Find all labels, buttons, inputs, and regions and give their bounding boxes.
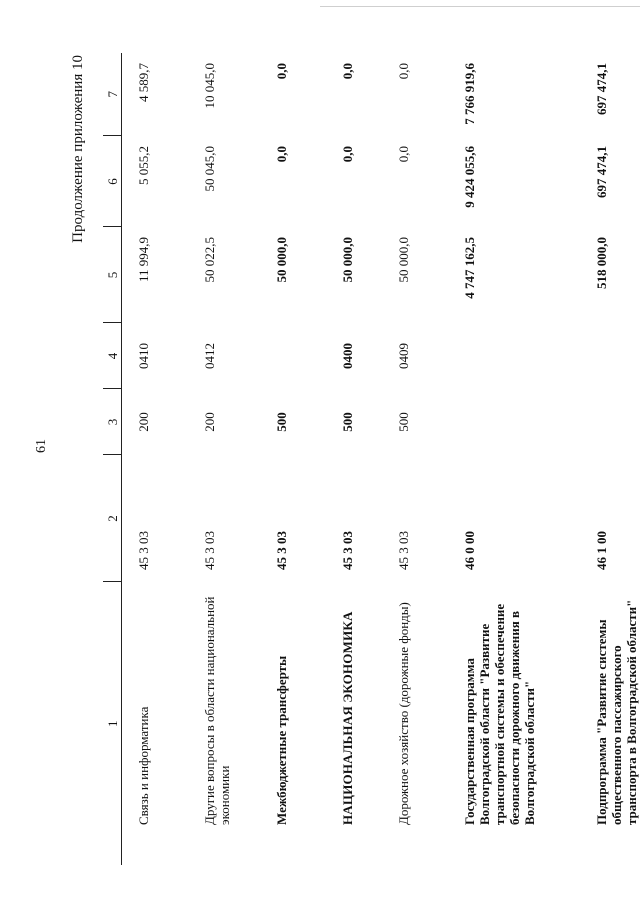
page-number: 61 <box>34 439 49 453</box>
table-row <box>324 53 384 865</box>
table-row <box>448 53 580 865</box>
amount-col7: 7 766 919,6 <box>462 63 477 125</box>
scan-edge-line <box>320 6 640 7</box>
amount-col5: 50 000,0 <box>340 237 355 283</box>
target-code: 45 3 03 <box>396 531 411 570</box>
row-name: Подпрограмма "Развитие системы общественного пассажирского транспорта в Волгоградской области" <box>594 599 639 825</box>
section-code <box>448 323 580 389</box>
column-header: 2 <box>103 455 122 582</box>
expense-type: 500 <box>340 412 355 432</box>
expense-type: 500 <box>274 412 289 432</box>
amount-col5: 50 000,0 <box>274 237 289 283</box>
amount-col6: 0,0 <box>340 146 355 163</box>
section-code: 0400 <box>340 343 355 369</box>
amount-col5: 518 000,0 <box>594 237 609 289</box>
table-row <box>122 53 189 865</box>
row-name: Межбюджетные трансферты <box>274 655 289 825</box>
target-code: 46 1 00 <box>594 531 609 570</box>
column-header: 6 <box>103 136 122 227</box>
amount-col5: 50 000,0 <box>396 237 411 283</box>
amount-col6: 9 424 055,6 <box>462 146 477 208</box>
expense-type <box>580 389 640 455</box>
amount-col6: 50 045,0 <box>202 146 217 192</box>
section-code: 0412 <box>202 343 217 369</box>
appendix-caption: Продолжение приложения 10 <box>70 55 86 243</box>
target-code: 45 3 03 <box>202 531 217 570</box>
expense-type: 200 <box>202 412 217 432</box>
column-header: 5 <box>103 227 122 323</box>
amount-col5: 4 747 162,5 <box>462 237 477 299</box>
amount-col7: 4 589,7 <box>136 63 151 102</box>
rotated-page-content <box>70 45 639 865</box>
section-code <box>580 323 640 389</box>
column-header: 3 <box>103 389 122 455</box>
amount-col6: 5 055,2 <box>136 146 151 185</box>
target-code: 46 0 00 <box>462 531 477 570</box>
amount-col6: 697 474,1 <box>594 146 609 198</box>
amount-col6: 0,0 <box>274 146 289 163</box>
amount-col7: 697 474,1 <box>594 63 609 115</box>
table-row <box>258 53 324 865</box>
table-row <box>580 53 640 865</box>
amount-col7: 10 045,0 <box>202 63 217 109</box>
budget-table <box>103 53 640 865</box>
table-header-row <box>103 53 122 865</box>
target-code: 45 3 03 <box>340 531 355 570</box>
amount-col7: 0,0 <box>396 63 411 80</box>
table-row <box>384 53 448 865</box>
target-code: 45 3 03 <box>274 531 289 570</box>
section-code: 0410 <box>136 343 151 369</box>
row-name: Другие вопросы в области национальной экономики <box>202 596 232 825</box>
row-name: Связь и информатика <box>136 706 151 825</box>
expense-type: 500 <box>396 412 411 432</box>
target-code: 45 3 03 <box>136 531 151 570</box>
amount-col7: 0,0 <box>274 63 289 80</box>
amount-col5: 11 994,9 <box>136 237 151 283</box>
row-name: Государственная программа Волгоградской области "Развитие транспортной системы и обеспечение безопасности дорожного движения в Волгоградской области" <box>462 603 537 825</box>
amount-col7: 0,0 <box>340 63 355 80</box>
table-row <box>188 53 258 865</box>
amount-col6: 0,0 <box>396 146 411 163</box>
row-name: НАЦИОНАЛЬНАЯ ЭКОНОМИКА <box>340 611 355 825</box>
expense-type: 200 <box>136 412 151 432</box>
row-name: Дорожное хозяйство (дорожные фонды) <box>396 602 411 825</box>
expense-type <box>448 389 580 455</box>
section-code: 0409 <box>396 343 411 369</box>
section-code <box>258 323 324 389</box>
amount-col5: 50 022,5 <box>202 237 217 283</box>
column-header: 1 <box>103 582 122 865</box>
column-header: 7 <box>103 53 122 136</box>
column-header: 4 <box>103 323 122 389</box>
